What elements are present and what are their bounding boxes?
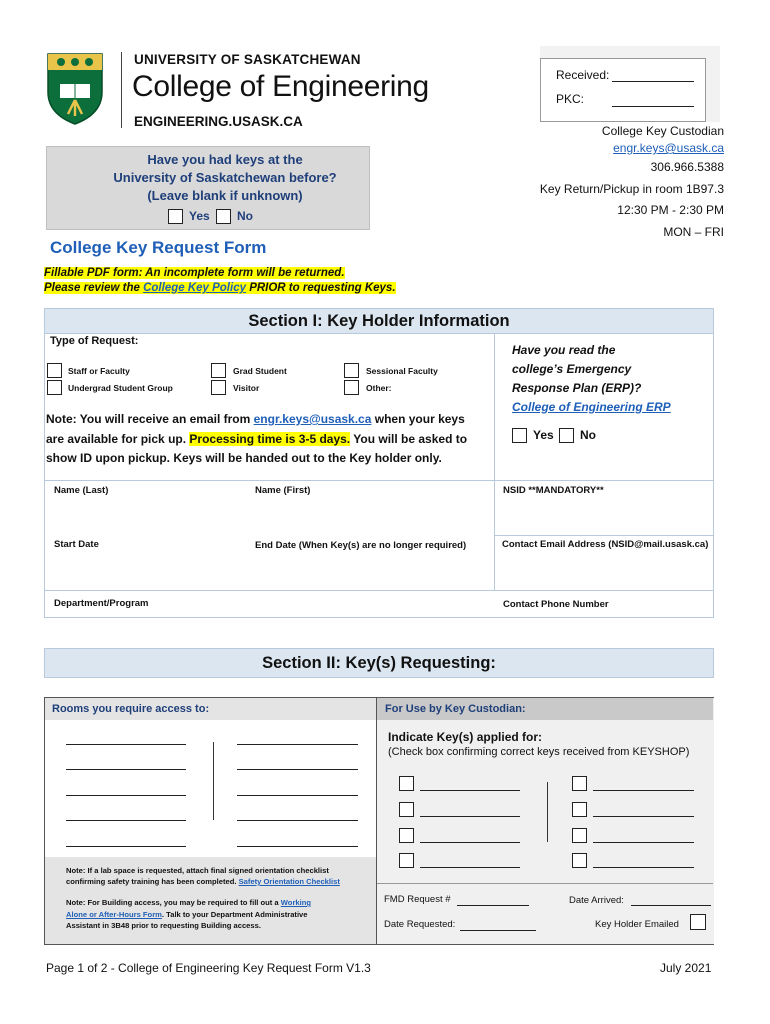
key-line-8[interactable] <box>593 867 694 868</box>
room-line-9[interactable] <box>237 820 358 821</box>
name-last-label: Name (Last) <box>54 485 109 496</box>
key-line-4[interactable] <box>420 867 520 868</box>
key-checkbox-6[interactable] <box>572 802 587 817</box>
date-arrived-label: Date Arrived: <box>569 895 624 906</box>
processing-time-highlight: Processing time is 3-5 days. <box>189 431 351 446</box>
form-title: College Key Request Form <box>50 238 267 257</box>
working-alone-link-2[interactable]: Alone or After-Hours Form <box>66 909 162 919</box>
erp-question <box>512 341 671 417</box>
pkc-line[interactable] <box>612 106 694 107</box>
contact-email-input[interactable] <box>500 554 710 590</box>
website: ENGINEERING.USASK.CA <box>134 114 303 129</box>
date-arrived-line[interactable] <box>631 905 711 906</box>
usask-crest-logo <box>46 52 104 126</box>
key-holder-emailed-label: Key Holder Emailed <box>595 919 679 930</box>
pickup-note-email-link[interactable]: engr.keys@usask.ca <box>253 412 372 426</box>
erp-no-label: No <box>580 428 596 442</box>
name-first-label: Name (First) <box>255 485 311 496</box>
room-line-2[interactable] <box>66 769 186 770</box>
key-line-7[interactable] <box>593 842 694 843</box>
key-line-2[interactable] <box>420 816 520 817</box>
room-line-4[interactable] <box>66 820 186 821</box>
pickup-note-p5: show ID upon pickup. Keys will be handed out to the Key holder only. <box>46 451 442 465</box>
received-line[interactable] <box>612 81 694 82</box>
building-note <box>66 897 371 932</box>
contact-phone: 306.966.5388 <box>650 160 724 174</box>
custodian-label: For Use by Key Custodian: <box>385 703 526 715</box>
room-line-8[interactable] <box>237 795 358 796</box>
building-note-p2: . Talk to your Department Administrative <box>161 909 308 919</box>
fmd-request-line[interactable] <box>457 905 529 906</box>
erp-yes-checkbox[interactable] <box>512 428 527 443</box>
lab-note-line1: Note: If a lab space is requested, attach final signed orientation checklist <box>66 866 329 875</box>
pickup-note-p1: Note: You will receive an email from <box>46 412 254 426</box>
other-label: Other: <box>366 383 392 393</box>
fields-top-border <box>44 480 714 481</box>
undergrad-checkbox[interactable] <box>47 380 62 395</box>
footer-left: Page 1 of 2 - College of Engineering Key Request Form V1.3 <box>46 961 371 975</box>
prior-keys-no-checkbox[interactable] <box>216 209 231 224</box>
prior-keys-line1: Have you had keys at the <box>147 152 303 167</box>
fields-row2-border <box>494 535 714 536</box>
sessional-label: Sessional Faculty <box>366 366 438 376</box>
key-line-6[interactable] <box>593 816 694 817</box>
visitor-label: Visitor <box>233 383 260 393</box>
lab-note <box>66 865 371 887</box>
university-name: UNIVERSITY OF SASKATCHEWAN <box>134 52 361 67</box>
room-line-3[interactable] <box>66 795 186 796</box>
section2-header: Section II: Key(s) Requesting: <box>44 648 714 678</box>
contact-days: MON – FRI <box>663 224 724 239</box>
key-checkbox-7[interactable] <box>572 828 587 843</box>
key-checkbox-3[interactable] <box>399 828 414 843</box>
fmd-request-label: FMD Request # <box>384 894 451 905</box>
room-line-5[interactable] <box>66 846 186 847</box>
date-requested-line[interactable] <box>460 930 536 931</box>
name-last-input[interactable] <box>50 498 245 534</box>
building-note-p3: Assistant in 3B48 prior to requesting Building access. <box>66 921 261 930</box>
key-checkbox-8[interactable] <box>572 853 587 868</box>
lab-note-line2: confirming safety training has been completed. <box>66 877 239 886</box>
other-checkbox[interactable] <box>344 380 359 395</box>
erp-line3: Response Plan (ERP)? <box>512 381 642 395</box>
staff-faculty-checkbox[interactable] <box>47 363 62 378</box>
section1-vdivider <box>494 334 495 590</box>
contact-hours: 12:30 PM - 2:30 PM <box>617 203 724 217</box>
room-line-1[interactable] <box>66 744 186 745</box>
staff-faculty-label: Staff or Faculty <box>68 366 130 376</box>
room-line-10[interactable] <box>237 846 358 847</box>
key-checkbox-4[interactable] <box>399 853 414 868</box>
start-date-label: Start Date <box>54 539 99 550</box>
contact-email-link[interactable]: engr.keys@usask.ca <box>613 141 724 155</box>
erp-line2: college’s Emergency <box>512 362 632 376</box>
pkc-label: PKC: <box>556 92 585 106</box>
date-requested-label: Date Requested: <box>384 919 456 930</box>
notice-line1: Fillable PDF form: An incomplete form will be returned. <box>44 267 345 279</box>
key-line-1[interactable] <box>420 790 520 791</box>
prior-keys-line2: University of Saskatchewan before? <box>113 170 337 185</box>
key-line-3[interactable] <box>420 842 520 843</box>
fields-row3-border <box>44 590 714 591</box>
room-line-7[interactable] <box>237 769 358 770</box>
rooms-label: Rooms you require access to: <box>52 703 210 715</box>
prior-keys-line3: (Leave blank if unknown) <box>147 188 303 203</box>
key-checkbox-2[interactable] <box>399 802 414 817</box>
end-date-input[interactable] <box>252 554 490 590</box>
prior-keys-no-label: No <box>237 209 253 223</box>
name-first-input[interactable] <box>252 498 490 534</box>
keyshop-note: (Check box confirming correct keys received from KEYSHOP) <box>388 746 690 758</box>
custodian-divider <box>377 883 713 884</box>
pickup-note-p2: when your keys <box>371 412 465 426</box>
college-key-policy-link[interactable]: College Key Policy <box>143 282 246 294</box>
contact-email-label: Contact Email Address (NSID@mail.usask.ca) <box>502 539 709 550</box>
phone-label: Contact Phone Number <box>503 599 609 610</box>
contact-title: College Key Custodian <box>601 124 724 138</box>
contact-block <box>540 124 724 243</box>
end-date-label: End Date (When Key(s) are no longer required) <box>255 540 467 551</box>
nsid-label: NSID **MANDATORY** <box>503 485 604 496</box>
erp-no-checkbox[interactable] <box>559 428 574 443</box>
erp-link[interactable]: College of Engineering ERP <box>512 400 671 414</box>
visitor-checkbox[interactable] <box>211 380 226 395</box>
type-of-request-label: Type of Request: <box>50 335 139 347</box>
room-line-6[interactable] <box>237 744 358 745</box>
indicate-keys-label: Indicate Key(s) applied for: <box>388 730 543 744</box>
building-note-p1: Note: For Building access, you may be required to fill out a <box>66 898 281 907</box>
footer-right: July 2021 <box>660 961 712 975</box>
keys-vdivider <box>547 782 548 842</box>
key-checkbox-1[interactable] <box>399 776 414 791</box>
key-checkbox-5[interactable] <box>572 776 587 791</box>
notice-line2-post: PRIOR to requesting Keys. <box>246 282 396 294</box>
sessional-checkbox[interactable] <box>344 363 359 378</box>
pickup-note <box>46 410 492 469</box>
working-alone-link-1[interactable]: Working <box>280 898 312 907</box>
received-label: Received: <box>556 68 610 82</box>
start-date-input[interactable] <box>50 554 245 590</box>
undergrad-label: Undergrad Student Group <box>68 383 173 393</box>
prior-keys-yes-checkbox[interactable] <box>168 209 183 224</box>
prior-keys-question <box>46 151 404 205</box>
safety-checklist-link[interactable]: Safety Orientation Checklist <box>238 877 340 886</box>
erp-line1: Have you read the <box>512 343 616 357</box>
notice-line2-pre: Please review the <box>44 282 144 294</box>
key-holder-emailed-checkbox[interactable] <box>690 914 706 930</box>
header-divider <box>121 52 122 128</box>
contact-room: Key Return/Pickup in room 1B97.3 <box>539 181 724 196</box>
prior-keys-yes-label: Yes <box>189 209 210 223</box>
grad-student-label: Grad Student <box>233 366 287 376</box>
section1-header: Section I: Key Holder Information <box>44 308 714 334</box>
grad-student-checkbox[interactable] <box>211 363 226 378</box>
notice <box>44 266 396 296</box>
erp-yes-label: Yes <box>533 428 554 442</box>
rooms-vdivider <box>213 742 214 820</box>
pickup-note-p3: are available for pick up. <box>46 431 190 446</box>
pickup-note-p4: You will be asked to <box>350 431 468 446</box>
department-label: Department/Program <box>54 598 149 609</box>
key-line-5[interactable] <box>593 790 694 791</box>
nsid-input[interactable] <box>500 498 710 534</box>
college-name: College of Engineering <box>132 70 429 103</box>
